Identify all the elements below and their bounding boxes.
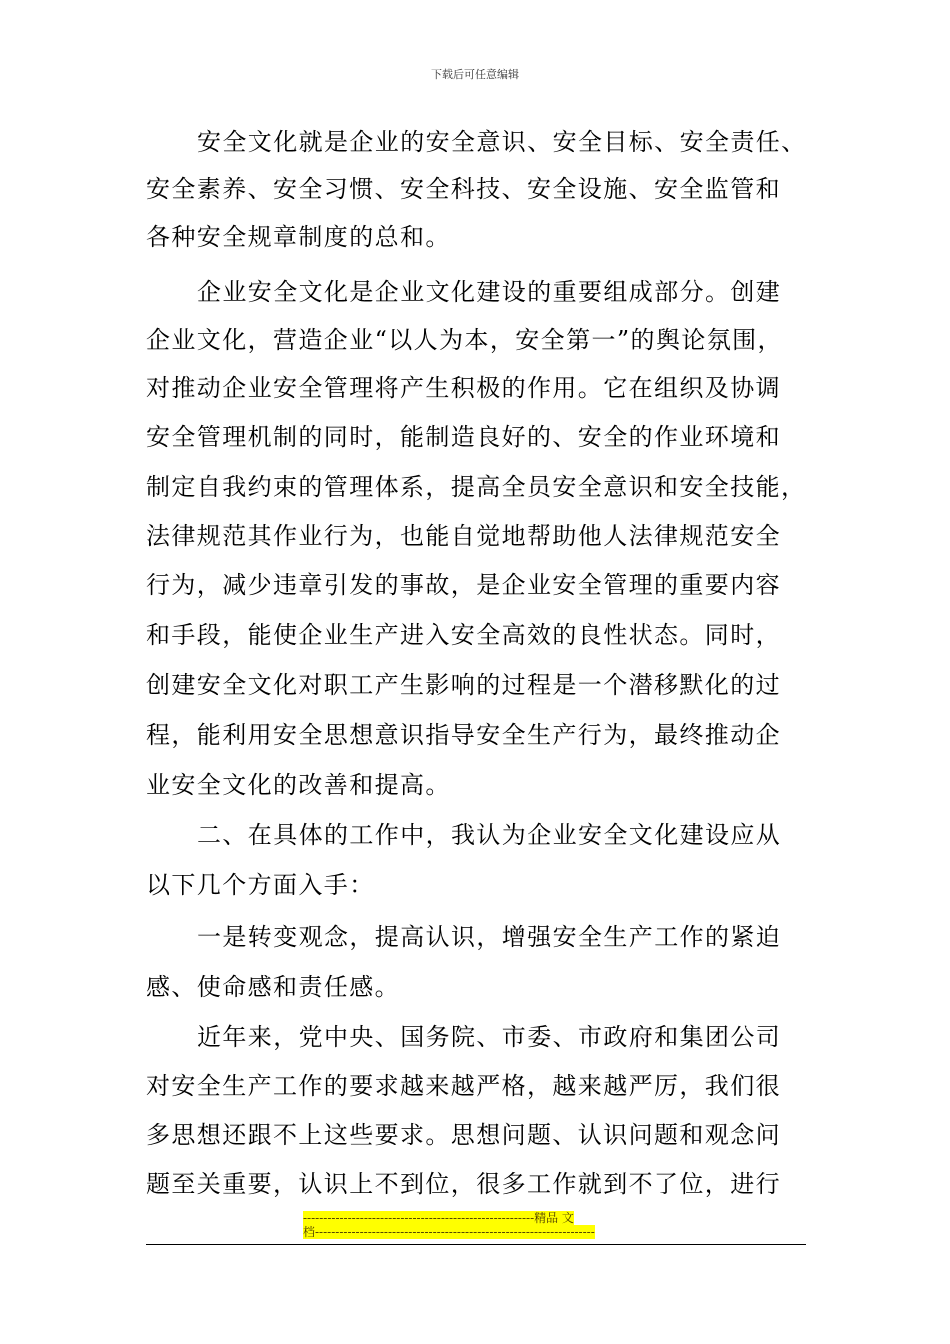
- header-note: 下载后可任意编辑: [431, 68, 519, 81]
- body-line: 感、使命感和责任感。: [146, 973, 400, 1001]
- body-line: 一是转变观念，提高认识，增强安全生产工作的紧迫: [197, 923, 782, 951]
- footer-line-2: 档---------------------------------------------------------------------: [303, 1225, 595, 1239]
- body-line: 对安全生产工作的要求越来越严格，越来越严厉，我们很: [146, 1072, 781, 1100]
- body-line: 对推动企业安全管理将产生积极的作用。它在组织及协调: [146, 374, 781, 402]
- body-line: 以下几个方面入手：: [146, 871, 375, 899]
- body-line: 行为，减少违章引发的事故，是企业安全管理的重要内容: [146, 571, 781, 599]
- footer-watermark: [303, 1211, 648, 1239]
- body-line: 法律规范其作业行为，也能自觉地帮助他人法律规范安全: [146, 522, 781, 550]
- body-line: 二、在具体的工作中，我认为企业安全文化建设应从: [197, 821, 782, 849]
- body-line: 企业安全文化是企业文化建设的重要组成部分。创建: [197, 278, 782, 306]
- body-line: 安全管理机制的同时，能制造良好的、安全的作业环境和: [146, 423, 781, 451]
- body-line: 创建安全文化对职工产生影响的过程是一个潜移默化的过: [146, 671, 781, 699]
- body-line: 和手段，能使企业生产进入安全高效的良性状态。同时，: [146, 621, 781, 649]
- footer-rule: [146, 1244, 806, 1245]
- body-line: 各种安全规章制度的总和。: [146, 223, 451, 251]
- body-line: 业安全文化的改善和提高。: [146, 771, 451, 799]
- body-line: 安全素养、安全习惯、安全科技、安全设施、安全监管和: [146, 175, 781, 203]
- body-line: 多思想还跟不上这些要求。思想问题、认识问题和观念问: [146, 1121, 781, 1149]
- footer-line-1: ---------------------------------------------------------精品 文: [303, 1211, 574, 1225]
- body-line: 制定自我约束的管理体系，提高全员安全意识和安全技能，: [146, 473, 807, 501]
- body-line: 安全文化就是企业的安全意识、安全目标、安全责任、: [197, 128, 807, 156]
- body-line: 企业文化，营造企业“以人为本，安全第一”的舆论氛围，: [146, 326, 783, 354]
- body-line: 题至关重要，认识上不到位，很多工作就到不了位，进行: [146, 1170, 781, 1198]
- body-line: 程，能利用安全思想意识指导安全生产行为，最终推动企: [146, 721, 781, 749]
- body-line: 近年来，党中央、国务院、市委、市政府和集团公司: [197, 1023, 782, 1051]
